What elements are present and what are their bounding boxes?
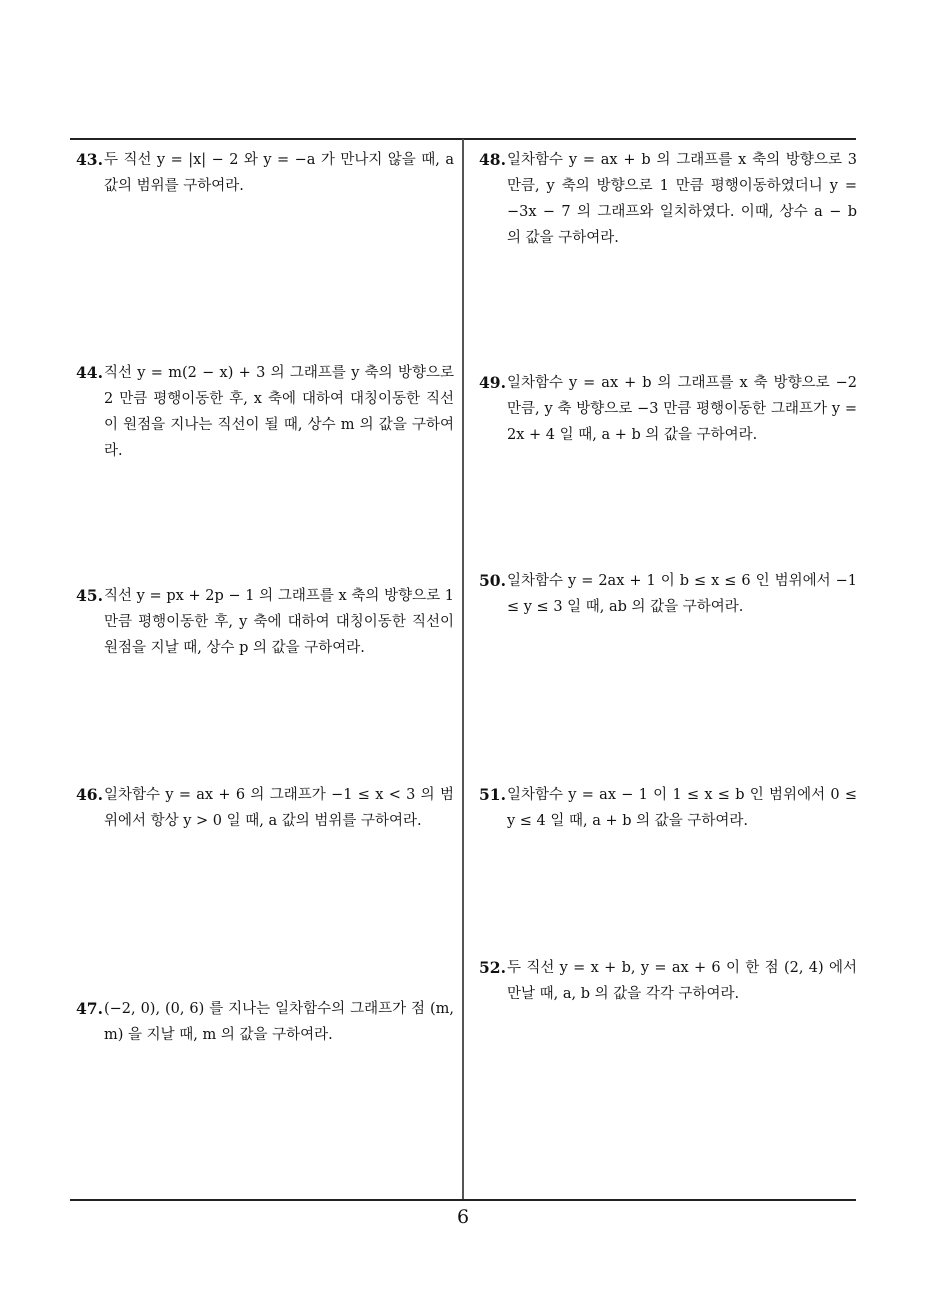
problem-50: [479, 568, 857, 620]
problem-46: [76, 782, 454, 834]
problem-text: 두 직선 y = x + b, y = ax + 6 이 한 점 (2, 4) 에서 만날 때, a, b 의 값을 각각 구하여라.: [507, 960, 857, 1002]
problem-47: [76, 996, 454, 1048]
bottom-rule: [70, 1199, 856, 1201]
problem-number: 50.: [479, 571, 506, 590]
problem-51: [479, 782, 857, 834]
problem-49: [479, 370, 857, 448]
problem-number: 48.: [479, 150, 506, 169]
problem-number: 49.: [479, 373, 506, 392]
problem-number: 47.: [76, 999, 103, 1018]
problem-text: 일차함수 y = ax − 1 이 1 ≤ x ≤ b 인 범위에서 0 ≤ y ≤ 4 일 때, a + b 의 값을 구하여라.: [507, 787, 857, 829]
problem-48: [479, 147, 857, 251]
problem-text: 일차함수 y = 2ax + 1 이 b ≤ x ≤ 6 인 범위에서 −1 ≤ y ≤ 3 일 때, ab 의 값을 구하여라.: [507, 573, 857, 615]
problem-52: [479, 955, 857, 1007]
problem-number: 51.: [479, 785, 506, 804]
problem-number: 45.: [76, 586, 103, 605]
problem-text: 직선 y = px + 2p − 1 의 그래프를 x 축의 방향으로 1 만큼 평행이동한 후, y 축에 대하여 대칭이동한 직선이 원점을 지날 때, 상수 p 의 값을 구하여라.: [104, 588, 454, 656]
problem-text: 일차함수 y = ax + 6 의 그래프가 −1 ≤ x < 3 의 범위에서 항상 y > 0 일 때, a 값의 범위를 구하여라.: [104, 787, 454, 829]
problem-number: 43.: [76, 150, 103, 169]
problem-44: [76, 360, 454, 464]
column-divider: [462, 139, 464, 1200]
problem-text: (−2, 0), (0, 6) 를 지나는 일차함수의 그래프가 점 (m, m) 을 지날 때, m 의 값을 구하여라.: [104, 1001, 454, 1043]
problem-number: 46.: [76, 785, 103, 804]
problem-43: [76, 147, 454, 199]
problem-text: 두 직선 y = |x| − 2 와 y = −a 가 만나지 않을 때, a 값의 범위를 구하여라.: [104, 152, 454, 194]
problem-text: 직선 y = m(2 − x) + 3 의 그래프를 y 축의 방향으로 2 만큼 평행이동한 후, x 축에 대하여 대칭이동한 직선이 원점을 지나는 직선이 될 때, 상수 m 의 값을 구하여라.: [104, 365, 454, 459]
problem-text: 일차함수 y = ax + b 의 그래프를 x 축 방향으로 −2 만큼, y 축 방향으로 −3 만큼 평행이동한 그래프가 y = 2x + 4 일 때, a + b 의 값을 구하여라.: [507, 375, 857, 443]
problem-number: 44.: [76, 363, 103, 382]
problem-45: [76, 583, 454, 661]
page-number: 6: [456, 1206, 470, 1228]
problem-text: 일차함수 y = ax + b 의 그래프를 x 축의 방향으로 3 만큼, y 축의 방향으로 1 만큼 평행이동하였더니 y = −3x − 7 의 그래프와 일치하였다. 이때, 상수 a − b 의 값을 구하여라.: [507, 152, 857, 246]
problem-number: 52.: [479, 958, 506, 977]
